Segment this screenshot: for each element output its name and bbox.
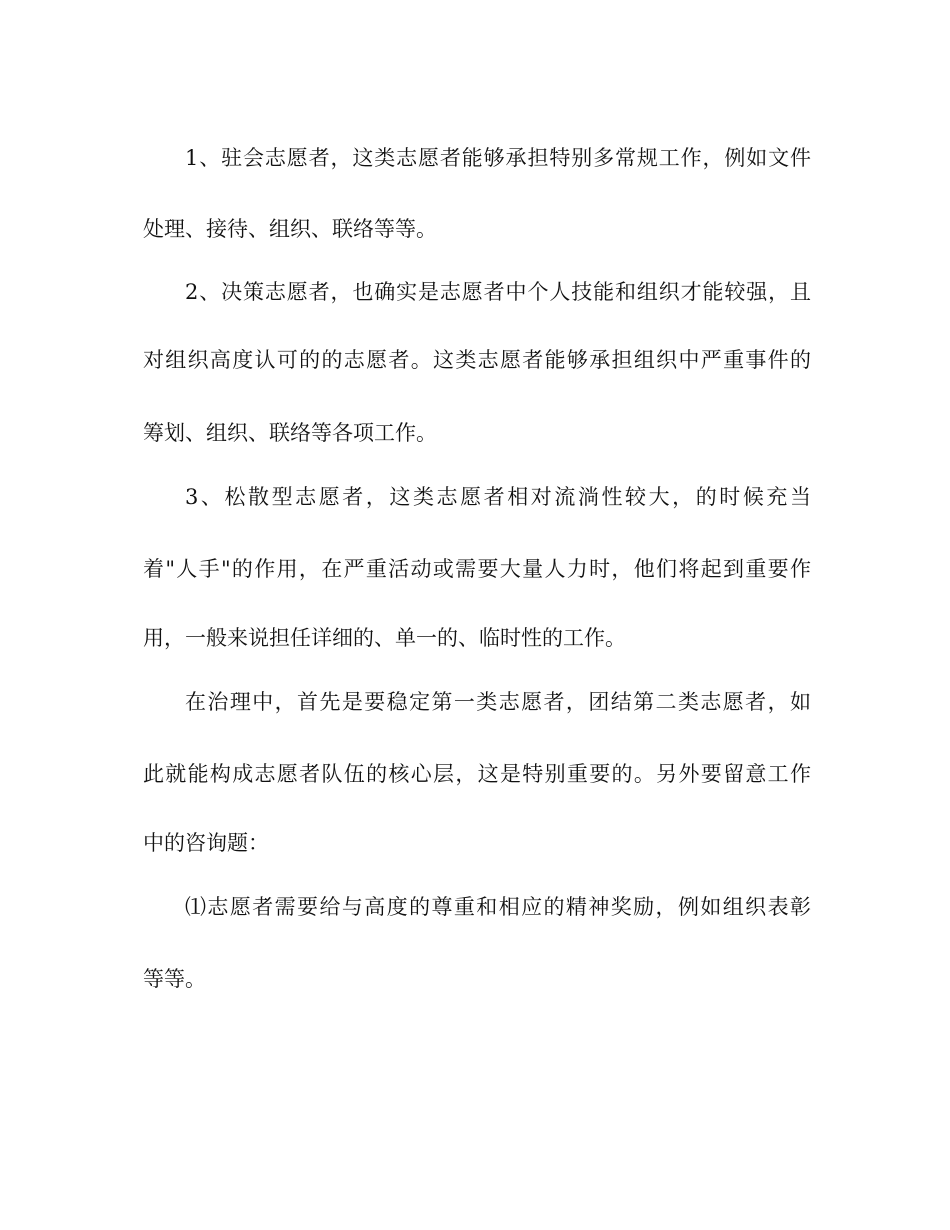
paragraph-5-line-1: ⑴志愿者需要给与高度的尊重和相应的精神奖励，例如组织表彰 <box>185 895 811 919</box>
paragraph-3-line-2: 着"人手"的作用，在严重活动或需要大量人力时，他们将起到重要作 <box>143 557 811 581</box>
paragraph-4-line-2: 此就能构成志愿者队伍的核心层，这是特别重要的。另外要留意工作 <box>143 762 811 786</box>
paragraph-2-line-3: 筹划、组织、联络等各项工作。 <box>143 421 437 445</box>
paragraph-4-line-3: 中的咨询题： <box>143 831 269 855</box>
paragraph-2-line-1: 2、决策志愿者，也确实是志愿者中个人技能和组织才能较强，且 <box>185 280 811 304</box>
paragraph-4-line-1: 在治理中，首先是要稳定第一类志愿者，团结第二类志愿者，如 <box>185 690 811 714</box>
paragraph-3-line-1: 3、松散型志愿者，这类志愿者相对流淌性较大，的时候充当 <box>185 485 811 509</box>
paragraph-1-line-1: 1、驻会志愿者，这类志愿者能够承担特别多常规工作，例如文件 <box>185 146 811 170</box>
paragraph-2-line-2: 对组织高度认可的的志愿者。这类志愿者能够承担组织中严重事件的 <box>143 348 811 372</box>
paragraph-1-line-2: 处理、接待、组织、联络等等。 <box>143 217 437 241</box>
paragraph-3-line-3: 用，一般来说担任详细的、单一的、临时性的工作。 <box>143 626 626 650</box>
paragraph-5-line-2: 等等。 <box>143 967 206 991</box>
